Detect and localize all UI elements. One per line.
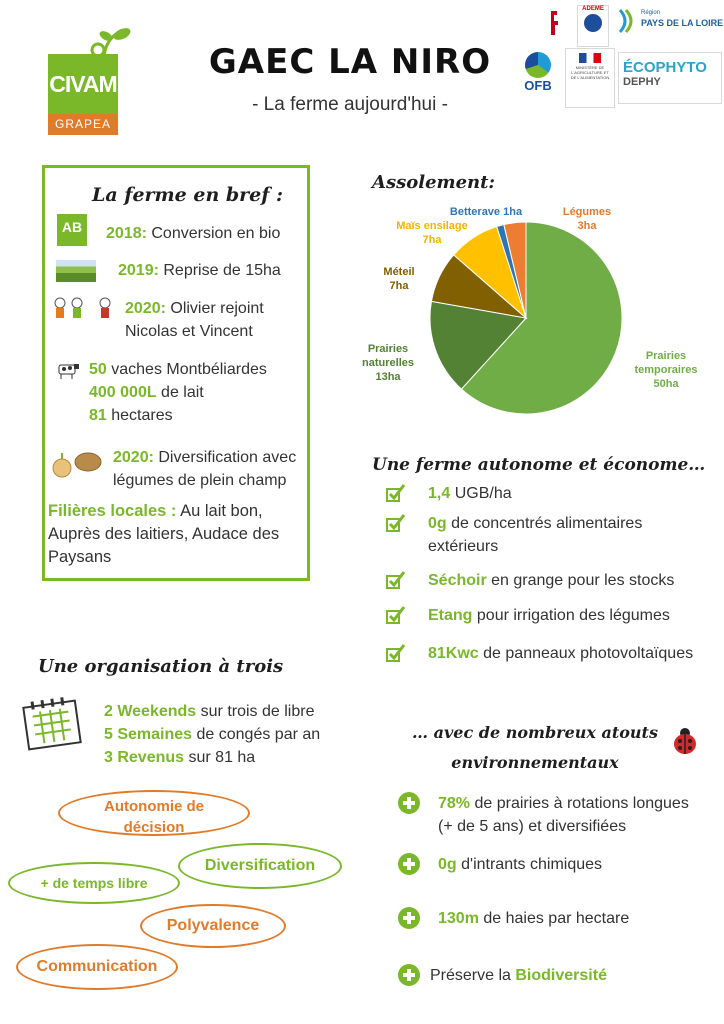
- oval-autonomie: [58, 790, 250, 836]
- env-value: 0g: [438, 856, 457, 873]
- filieres-locales: [48, 500, 302, 569]
- pie-label-name: Maïs ensilage: [396, 220, 468, 232]
- checkbox-icon: [386, 484, 406, 502]
- ofb-logo: [516, 52, 560, 106]
- oval-diversification: Diversification: [178, 843, 342, 889]
- orga-value: 5 Semaines: [104, 726, 193, 743]
- page-title: GAEC LA NIRO: [208, 42, 492, 82]
- organisation-list: [104, 700, 320, 769]
- assolement-pie-chart: [428, 220, 624, 416]
- ofb-text: OFB: [524, 78, 552, 93]
- pie-label-name: Légumes: [562, 206, 612, 218]
- orga-text: sur trois de libre: [196, 703, 315, 720]
- field-photo-icon: [56, 260, 96, 282]
- region-logo: [617, 8, 724, 34]
- pie-label-betterave: [446, 205, 526, 219]
- vendee-logo: [543, 8, 565, 38]
- bref-text: de lait: [156, 384, 204, 401]
- autonome-text: UGB/ha: [450, 485, 512, 502]
- bref-item-conversion: [106, 222, 280, 245]
- vendee-emblem-icon: [543, 8, 565, 38]
- autonome-text: de concentrés alimentaires: [446, 515, 643, 532]
- bref-item-olivier: [125, 297, 264, 343]
- pie-label-meteil: [377, 265, 421, 293]
- ademe-emblem-icon: [584, 14, 602, 32]
- plus-icon: [398, 853, 420, 875]
- region-text: PAYS DE LA LOIRE: [641, 18, 724, 28]
- orga-value: 3 Revenus: [104, 749, 185, 766]
- plus-icon: [398, 907, 420, 929]
- bio-logo-icon: AB: [57, 214, 87, 246]
- environnement-title: … avec de nombreux atouts environnementaux: [412, 723, 658, 772]
- checkbox-icon: [386, 644, 406, 662]
- ecophyto-logo: [618, 52, 722, 104]
- region-wave-icon: [617, 8, 635, 34]
- pie-label-mais: [392, 219, 472, 247]
- civam-logo-text: CIVAM: [48, 54, 118, 114]
- bref-year: 2019:: [118, 262, 159, 279]
- ofb-emblem-icon: [525, 52, 551, 78]
- farmers-icon: [50, 296, 120, 326]
- pie-label-name: Prairies temporaires: [634, 350, 698, 376]
- organisation-title: Une organisation à trois: [38, 656, 284, 677]
- bref-item-vaches: [89, 358, 267, 427]
- pie-label-value: 7ha: [422, 234, 442, 246]
- pie-label-value: 3ha: [577, 220, 597, 232]
- orga-text: de congés par an: [192, 726, 321, 743]
- pie-label-value: 50ha: [653, 378, 679, 390]
- oval-communication: Communication: [16, 944, 178, 990]
- bref-text: hectares: [106, 407, 173, 424]
- env-text: Préserve la: [430, 967, 516, 984]
- dephy-text: DEPHY: [623, 76, 661, 88]
- pie-label-value: 1ha: [503, 206, 523, 218]
- autonome-text: pour irrigation des légumes: [472, 607, 670, 624]
- env-value: 78%: [438, 795, 471, 812]
- bref-year: 2020:: [113, 449, 154, 466]
- autonome-value: 0g: [428, 515, 447, 532]
- orga-value: 2 Weekends: [104, 703, 197, 720]
- assolement-title: Assolement:: [372, 172, 496, 193]
- ministere-logo: [565, 48, 615, 108]
- vegetables-icon: [50, 448, 104, 480]
- bref-item-reprise: [118, 259, 281, 282]
- env-text: d'intrants chimiques: [456, 856, 603, 873]
- pie-label-value: 13ha: [375, 371, 401, 383]
- bref-text: Diversification avec: [153, 449, 297, 466]
- bref-text: Olivier rejoint: [165, 300, 264, 317]
- ademe-logo: [577, 5, 609, 47]
- pie-label-value: 7ha: [389, 280, 409, 292]
- autonome-text: en grange pour les stocks: [486, 572, 675, 589]
- orga-text: sur 81 ha: [184, 749, 256, 766]
- autonome-text-2: extérieurs: [428, 538, 499, 555]
- pie-label-name: Méteil: [383, 266, 415, 278]
- grapea-logo-text: GRAPEA: [48, 114, 118, 135]
- ministere-text: MINISTÈRE DE L'AGRICULTURE ET DE L'ALIMENTATION: [570, 65, 610, 80]
- autonome-value: 1,4: [428, 485, 451, 502]
- region-small-text: Région: [641, 10, 661, 16]
- bref-year: 2020:: [125, 300, 166, 317]
- ladybug-icon: [672, 726, 698, 756]
- filieres-text: Au lait bon, Auprès des laitiers, Audace des Paysans: [48, 502, 280, 566]
- pie-label-name: Prairies naturelles: [362, 343, 414, 369]
- bref-item-diversification: [113, 446, 296, 492]
- autonome-value: Séchoir: [428, 572, 487, 589]
- cow-icon: [55, 360, 81, 380]
- pie-label-legumes: [560, 205, 614, 233]
- checkbox-icon: [386, 606, 406, 624]
- env-value: Biodiversité: [515, 967, 607, 984]
- bref-text: vaches Montbéliardes: [106, 361, 267, 378]
- oval-temps-libre: + de temps libre: [8, 862, 180, 904]
- checkbox-icon: [386, 514, 406, 532]
- ademe-text: ADEME: [582, 6, 604, 12]
- oval-text: Autonomie de décision: [104, 798, 204, 836]
- page-subtitle: - La ferme aujourd'hui -: [252, 94, 448, 115]
- plus-icon: [398, 792, 420, 814]
- ferme-bref-title: La ferme en bref :: [92, 184, 284, 206]
- oval-polyvalence: Polyvalence: [140, 904, 286, 948]
- pie-label-prairies-naturelles: [356, 342, 420, 384]
- bref-text-2: légumes de plein champ: [113, 472, 287, 489]
- pie-label-name: Betterave: [449, 206, 501, 218]
- bref-number: 400 000L: [89, 384, 157, 401]
- checkbox-icon: [386, 571, 406, 589]
- env-value: 130m: [438, 910, 479, 927]
- autonome-value: Etang: [428, 607, 473, 624]
- bref-text: Reprise de 15ha: [158, 262, 281, 279]
- marianne-flag-icon: [579, 53, 601, 63]
- ecophyto-text: ÉCOPHYTO: [623, 59, 707, 76]
- env-text: de prairies à rotations longues: [470, 795, 689, 812]
- bref-number: 81: [89, 407, 107, 424]
- autonome-value: 81Kwc: [428, 645, 479, 662]
- bref-year: 2018:: [106, 225, 147, 242]
- calendar-icon: [20, 690, 84, 752]
- bref-number: 50: [89, 361, 107, 378]
- pie-label-prairies-temporaires: [632, 349, 700, 391]
- autonome-text: de panneaux photovoltaïques: [478, 645, 694, 662]
- bref-text-2: Nicolas et Vincent: [125, 323, 253, 340]
- env-text-2: (+ de 5 ans) et diversifiées: [438, 818, 627, 835]
- civam-logo: [48, 32, 118, 135]
- plus-icon: [398, 964, 420, 986]
- env-text: de haies par hectare: [478, 910, 630, 927]
- bref-text: Conversion en bio: [146, 225, 281, 242]
- filieres-label: Filières locales :: [48, 502, 177, 520]
- autonome-title: Une ferme autonome et économe…: [372, 455, 706, 475]
